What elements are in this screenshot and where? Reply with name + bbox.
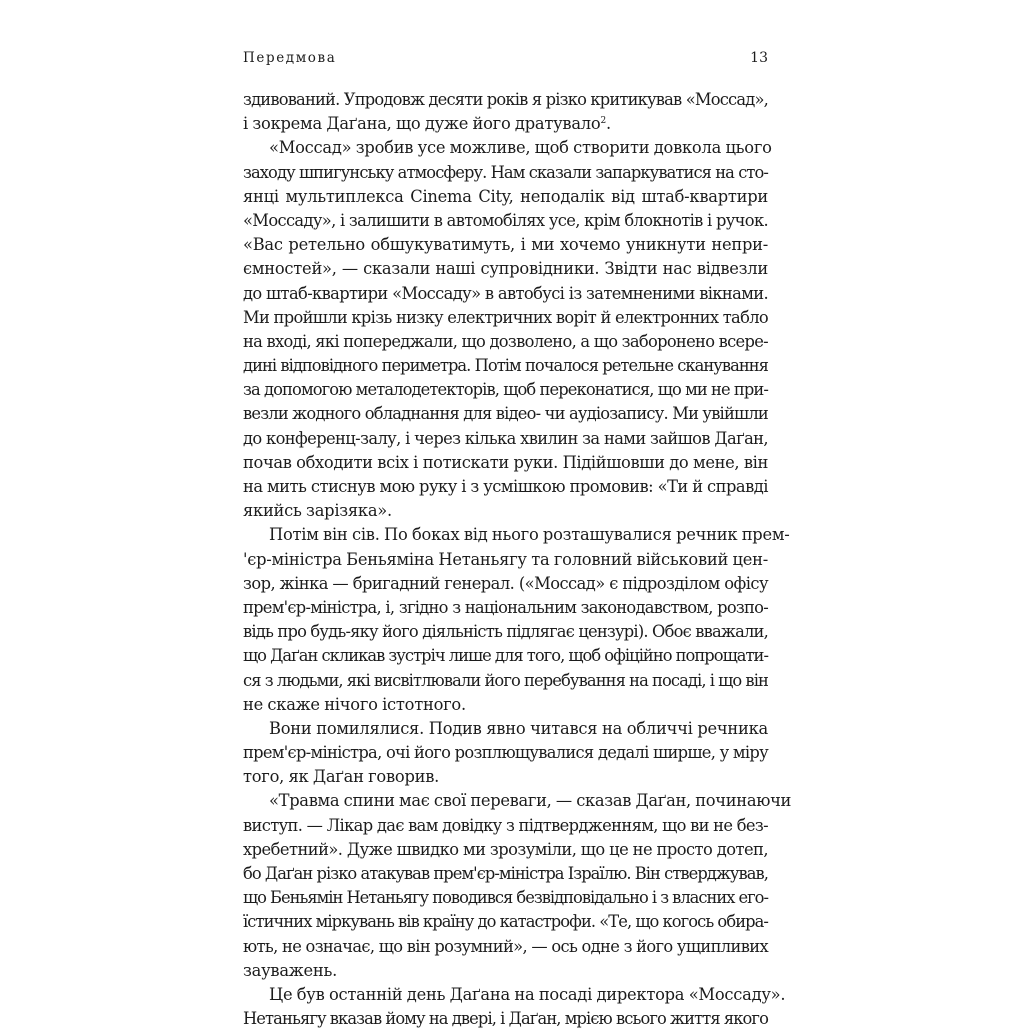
text-line: почав обходити всіх і потискати руки. Підійшовши до мене, він: [243, 452, 768, 472]
text-line: дині відповідного периметра. Потім почалося ретельне сканування: [243, 356, 768, 376]
text-line: ємностей», — сказали наші супровідники. Звідти нас відвезли: [243, 259, 768, 279]
text-line: за допомогою металодетекторів, щоб переконатися, що ми не при-: [243, 380, 768, 400]
text-line: заходу шпигунську атмосферу. Нам сказали запаркуватися на сто-: [243, 162, 768, 182]
text-line: якийсь зарізяка».: [243, 501, 392, 521]
text-line: янці мультиплекса Cinema City, неподалік від штаб-квартири: [243, 186, 768, 206]
section-title: Передмова: [243, 50, 337, 66]
text-line: везли жодного обладнання для відео- чи аудіозапису. Ми увійшли: [243, 404, 768, 424]
text-line: до конференц-залу, і через кілька хвилин за нами зайшов Даґан,: [243, 428, 768, 448]
text-line: «Вас ретельно обшукуватимуть, і ми хочемо уникнути непри-: [243, 235, 768, 255]
text-line: «Травма спини має свої переваги, — сказав Даґан, починаючи: [269, 791, 792, 811]
text-line: зор, жінка — бригадний генерал. («Моссад» є підрозділом офісу: [243, 573, 768, 593]
text-line: зауважень.: [243, 960, 338, 980]
text-line: 'єр-міністра Беньяміна Нетаньягу та головний військовий цен-: [243, 549, 768, 569]
text-line: на вході, які попереджали, що дозволено, а що заборонено всере-: [243, 331, 768, 351]
text-line: ють, не означає, що він розумний», — ось одне з його ущипливих: [243, 936, 768, 956]
text-line: на мить стиснув мою руку і з усмішкою промовив: «Ти й справді: [243, 477, 768, 496]
text-line: що Даґан скликав зустріч лише для того, щоб офіційно попрощати-: [243, 646, 768, 666]
text-line: бо Даґан різко атакував прем'єр-міністра Ізраїлю. Він стверджував,: [243, 864, 768, 883]
text-line: Потім він сів. По боках від нього розташувалися речник прем-: [269, 525, 790, 545]
text-line: не скаже нічого істотного.: [243, 694, 466, 714]
text-line: ся з людьми, які висвітлювали його перебування на посаді, і що він: [243, 670, 768, 690]
text-line: «Моссад» зробив усе можливе, щоб створити довкола цього: [269, 138, 772, 158]
text-line: того, як Даґан говорив.: [243, 767, 440, 787]
page-number: 13: [750, 50, 768, 66]
text-line: хребетний». Дуже швидко ми зрозуміли, що це не просто дотеп,: [243, 839, 768, 859]
text-line: Ми пройшли крізь низку електричних воріт й електронних табло: [243, 307, 768, 327]
running-head: [243, 50, 768, 72]
text-line: здивований. Упродовж десяти років я різко критикував «Моссад»,: [243, 90, 768, 109]
text-line: Це був останній день Даґана на посаді директора «Моссаду».: [269, 984, 786, 1004]
text-line: відь про будь-яку його діяльність підлягає цензурі). Обоє вважали,: [243, 622, 768, 642]
footnote-marker: 2: [600, 116, 606, 127]
text-line: Вони помилялися. Подив явно читався на обличчі речника: [269, 718, 768, 738]
text-line: прем'єр-міністра, очі його розплющувалися дедалі ширше, у міру: [243, 743, 768, 763]
text-line: «Моссаду», і залишити в автомобілях усе, крім блокнотів і ручок.: [243, 210, 768, 230]
text-line: виступ. — Лікар дає вам довідку з підтвердженням, що ви не без-: [243, 815, 768, 835]
text-line: до штаб-квартири «Моссаду» в автобусі із затемненими вікнами.: [243, 283, 768, 303]
body-text: [243, 88, 792, 1031]
text-line: і зокрема Даґана, що дуже його дратувало$^2$.: [243, 114, 611, 134]
text-line: Нетаньягу вказав йому на двері, і Даґан, мрією всього життя якого: [243, 1009, 768, 1029]
text-line: що Беньямін Нетаньягу поводився безвідповідально і з власних его-: [243, 888, 768, 908]
text-line: їстичних міркувань вів країну до катастрофи. «Те, що когось обира-: [243, 912, 768, 932]
text-line: прем'єр-міністра, і, згідно з національним законодавством, розпо-: [243, 597, 768, 617]
